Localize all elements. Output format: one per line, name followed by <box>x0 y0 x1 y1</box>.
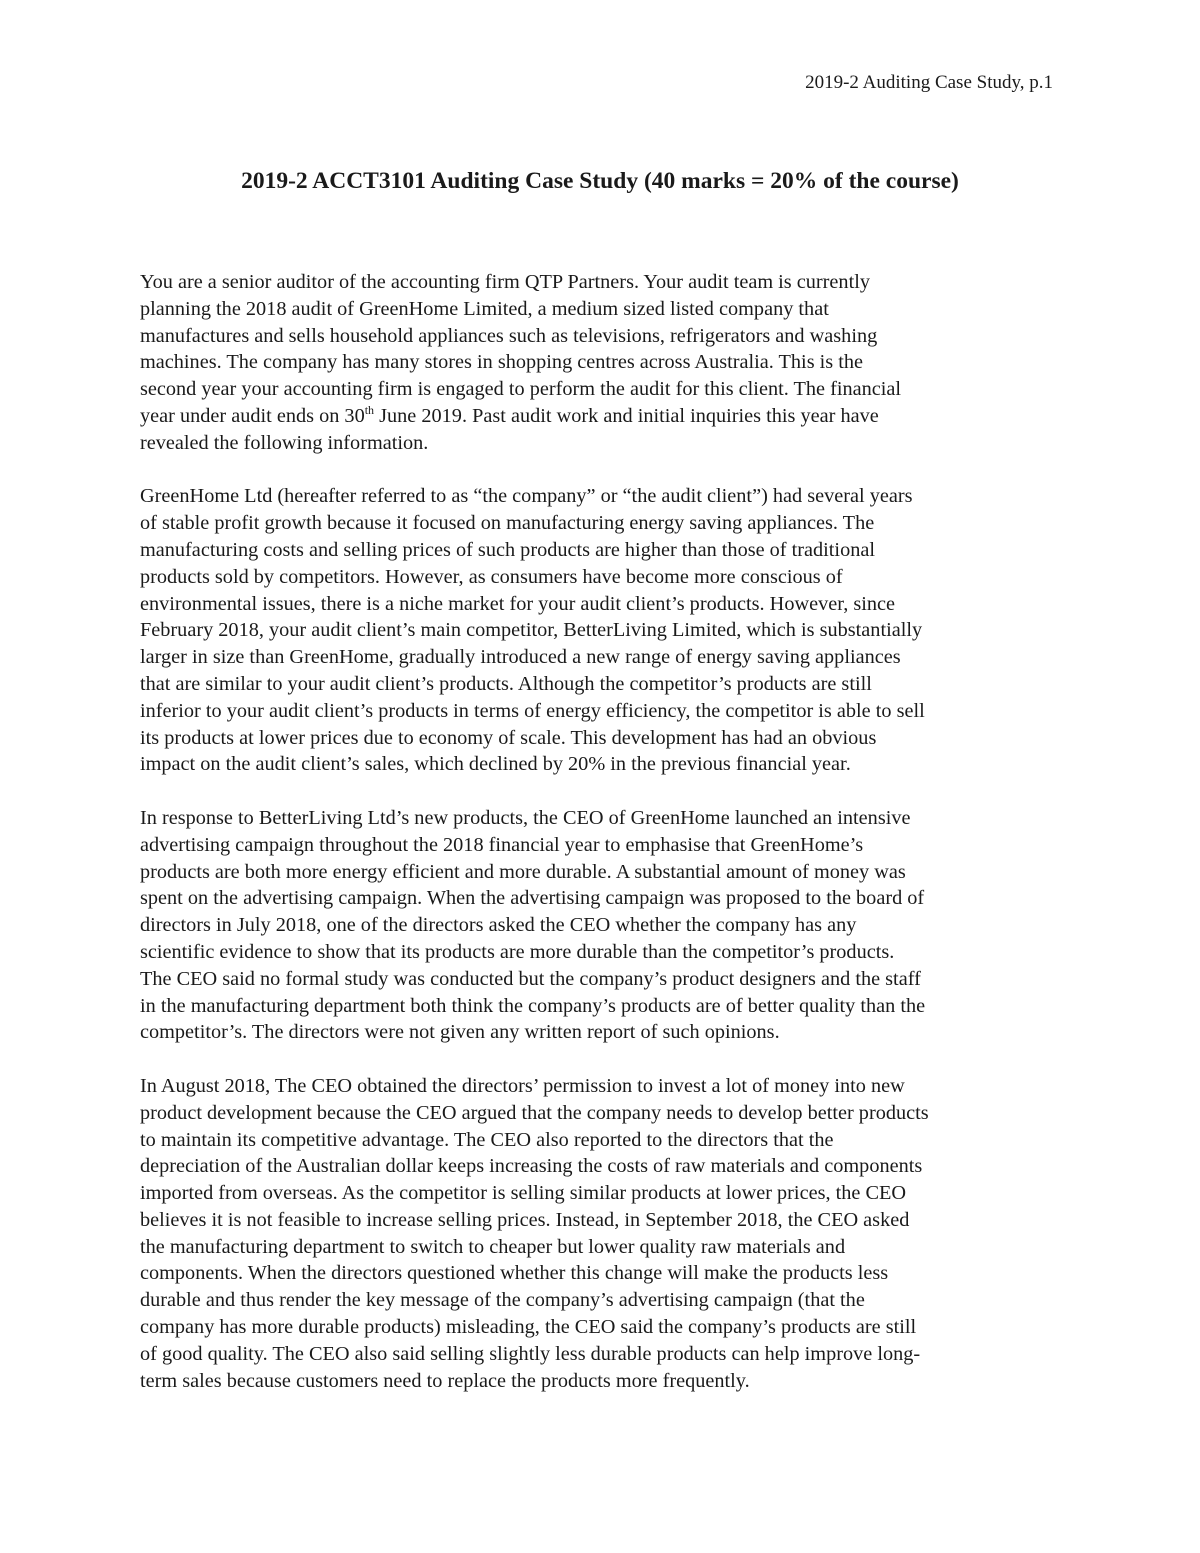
ordinal-superscript: th <box>364 403 375 418</box>
running-header: 2019-2 Auditing Case Study, p.1 <box>805 72 1053 93</box>
text-line: scientific evidence to show that its products are more durable than the competitor’s products. <box>140 940 895 963</box>
paragraph-3 <box>140 805 1070 1046</box>
text-line: term sales because customers need to replace the products more frequently. <box>140 1369 750 1392</box>
text-line: February 2018, your audit client’s main competitor, BetterLiving Limited, which is substantially <box>140 619 923 642</box>
text-line: machines. The company has many stores in shopping centres across Australia. This is the <box>140 351 864 374</box>
text-line <box>140 403 1070 430</box>
text-line: environmental issues, there is a niche market for your audit client’s products. However, since <box>140 592 896 615</box>
document-title: 2019-2 ACCT3101 Auditing Case Study (40 marks = 20% of the course) <box>241 168 959 194</box>
line-segment: June 2019. Past audit work and initial inquiries this year have <box>374 404 879 427</box>
paragraph-2 <box>140 483 1070 778</box>
text-line: directors in July 2018, one of the directors asked the CEO whether the company has any <box>140 914 857 937</box>
text-line: revealed the following information. <box>140 431 429 454</box>
text-line: product development because the CEO argued that the company needs to develop better products <box>140 1101 929 1124</box>
text-line: manufacturing costs and selling prices of such products are higher than those of traditional <box>140 538 875 561</box>
text-line: advertising campaign throughout the 2018 financial year to emphasise that GreenHome’s <box>140 833 864 856</box>
text-line: products sold by competitors. However, as consumers have become more conscious of <box>140 565 843 588</box>
text-line: depreciation of the Australian dollar keeps increasing the costs of raw materials and components <box>140 1155 923 1178</box>
text-line: The CEO said no formal study was conducted but the company’s product designers and the staff <box>140 967 921 990</box>
text-line: that are similar to your audit client’s products. Although the competitor’s products are still <box>140 672 872 695</box>
text-line: spent on the advertising campaign. When the advertising campaign was proposed to the board of <box>140 887 925 910</box>
paragraph-4 <box>140 1073 1070 1395</box>
text-line: company has more durable products) misleading, the CEO said the company’s products are still <box>140 1316 917 1339</box>
text-line: manufactures and sells household appliances such as televisions, refrigerators and washing <box>140 324 878 347</box>
text-line: in the manufacturing department both think the company’s products are of better quality than the <box>140 994 926 1017</box>
text-line: imported from overseas. As the competitor is selling similar products at lower prices, the CEO <box>140 1182 907 1205</box>
paragraph-1 <box>140 269 1070 457</box>
text-line: In response to BetterLiving Ltd’s new products, the CEO of GreenHome launched an intensive <box>140 806 911 829</box>
text-line: GreenHome Ltd (hereafter referred to as “the company” or “the audit client”) had several years <box>140 485 913 508</box>
text-line: its products at lower prices due to economy of scale. This development has had an obvious <box>140 726 877 749</box>
text-line: of stable profit growth because it focused on manufacturing energy saving appliances. The <box>140 512 875 535</box>
body-text <box>140 269 1070 1421</box>
text-line: inferior to your audit client’s products in terms of energy efficiency, the competitor is able to sell <box>140 699 925 722</box>
text-line: larger in size than GreenHome, gradually introduced a new range of energy saving appliances <box>140 646 901 669</box>
text-line: You are a senior auditor of the accounting firm QTP Partners. Your audit team is currently <box>140 271 870 293</box>
text-line: components. When the directors questioned whether this change will make the products less <box>140 1262 889 1285</box>
text-line: to maintain its competitive advantage. The CEO also reported to the directors that the <box>140 1128 834 1151</box>
text-line: products are both more energy efficient and more durable. A substantial amount of money was <box>140 860 906 883</box>
text-line: In August 2018, The CEO obtained the directors’ permission to invest a lot of money into new <box>140 1074 905 1097</box>
text-line: the manufacturing department to switch to cheaper but lower quality raw materials and <box>140 1235 846 1258</box>
text-line: competitor’s. The directors were not given any written report of such opinions. <box>140 1021 780 1044</box>
text-line: durable and thus render the key message of the company’s advertising campaign (that the <box>140 1289 865 1312</box>
text-line: of good quality. The CEO also said selling slightly less durable products can help improve long- <box>140 1342 921 1365</box>
text-line: second year your accounting firm is engaged to perform the audit for this client. The financial <box>140 378 902 401</box>
text-line: planning the 2018 audit of GreenHome Limited, a medium sized listed company that <box>140 297 829 320</box>
line-segment: year under audit ends on 30 <box>140 404 365 427</box>
text-line: believes it is not feasible to increase selling prices. Instead, in September 2018, the CEO asked <box>140 1208 910 1231</box>
text-line: impact on the audit client’s sales, which declined by 20% in the previous financial year. <box>140 753 851 776</box>
